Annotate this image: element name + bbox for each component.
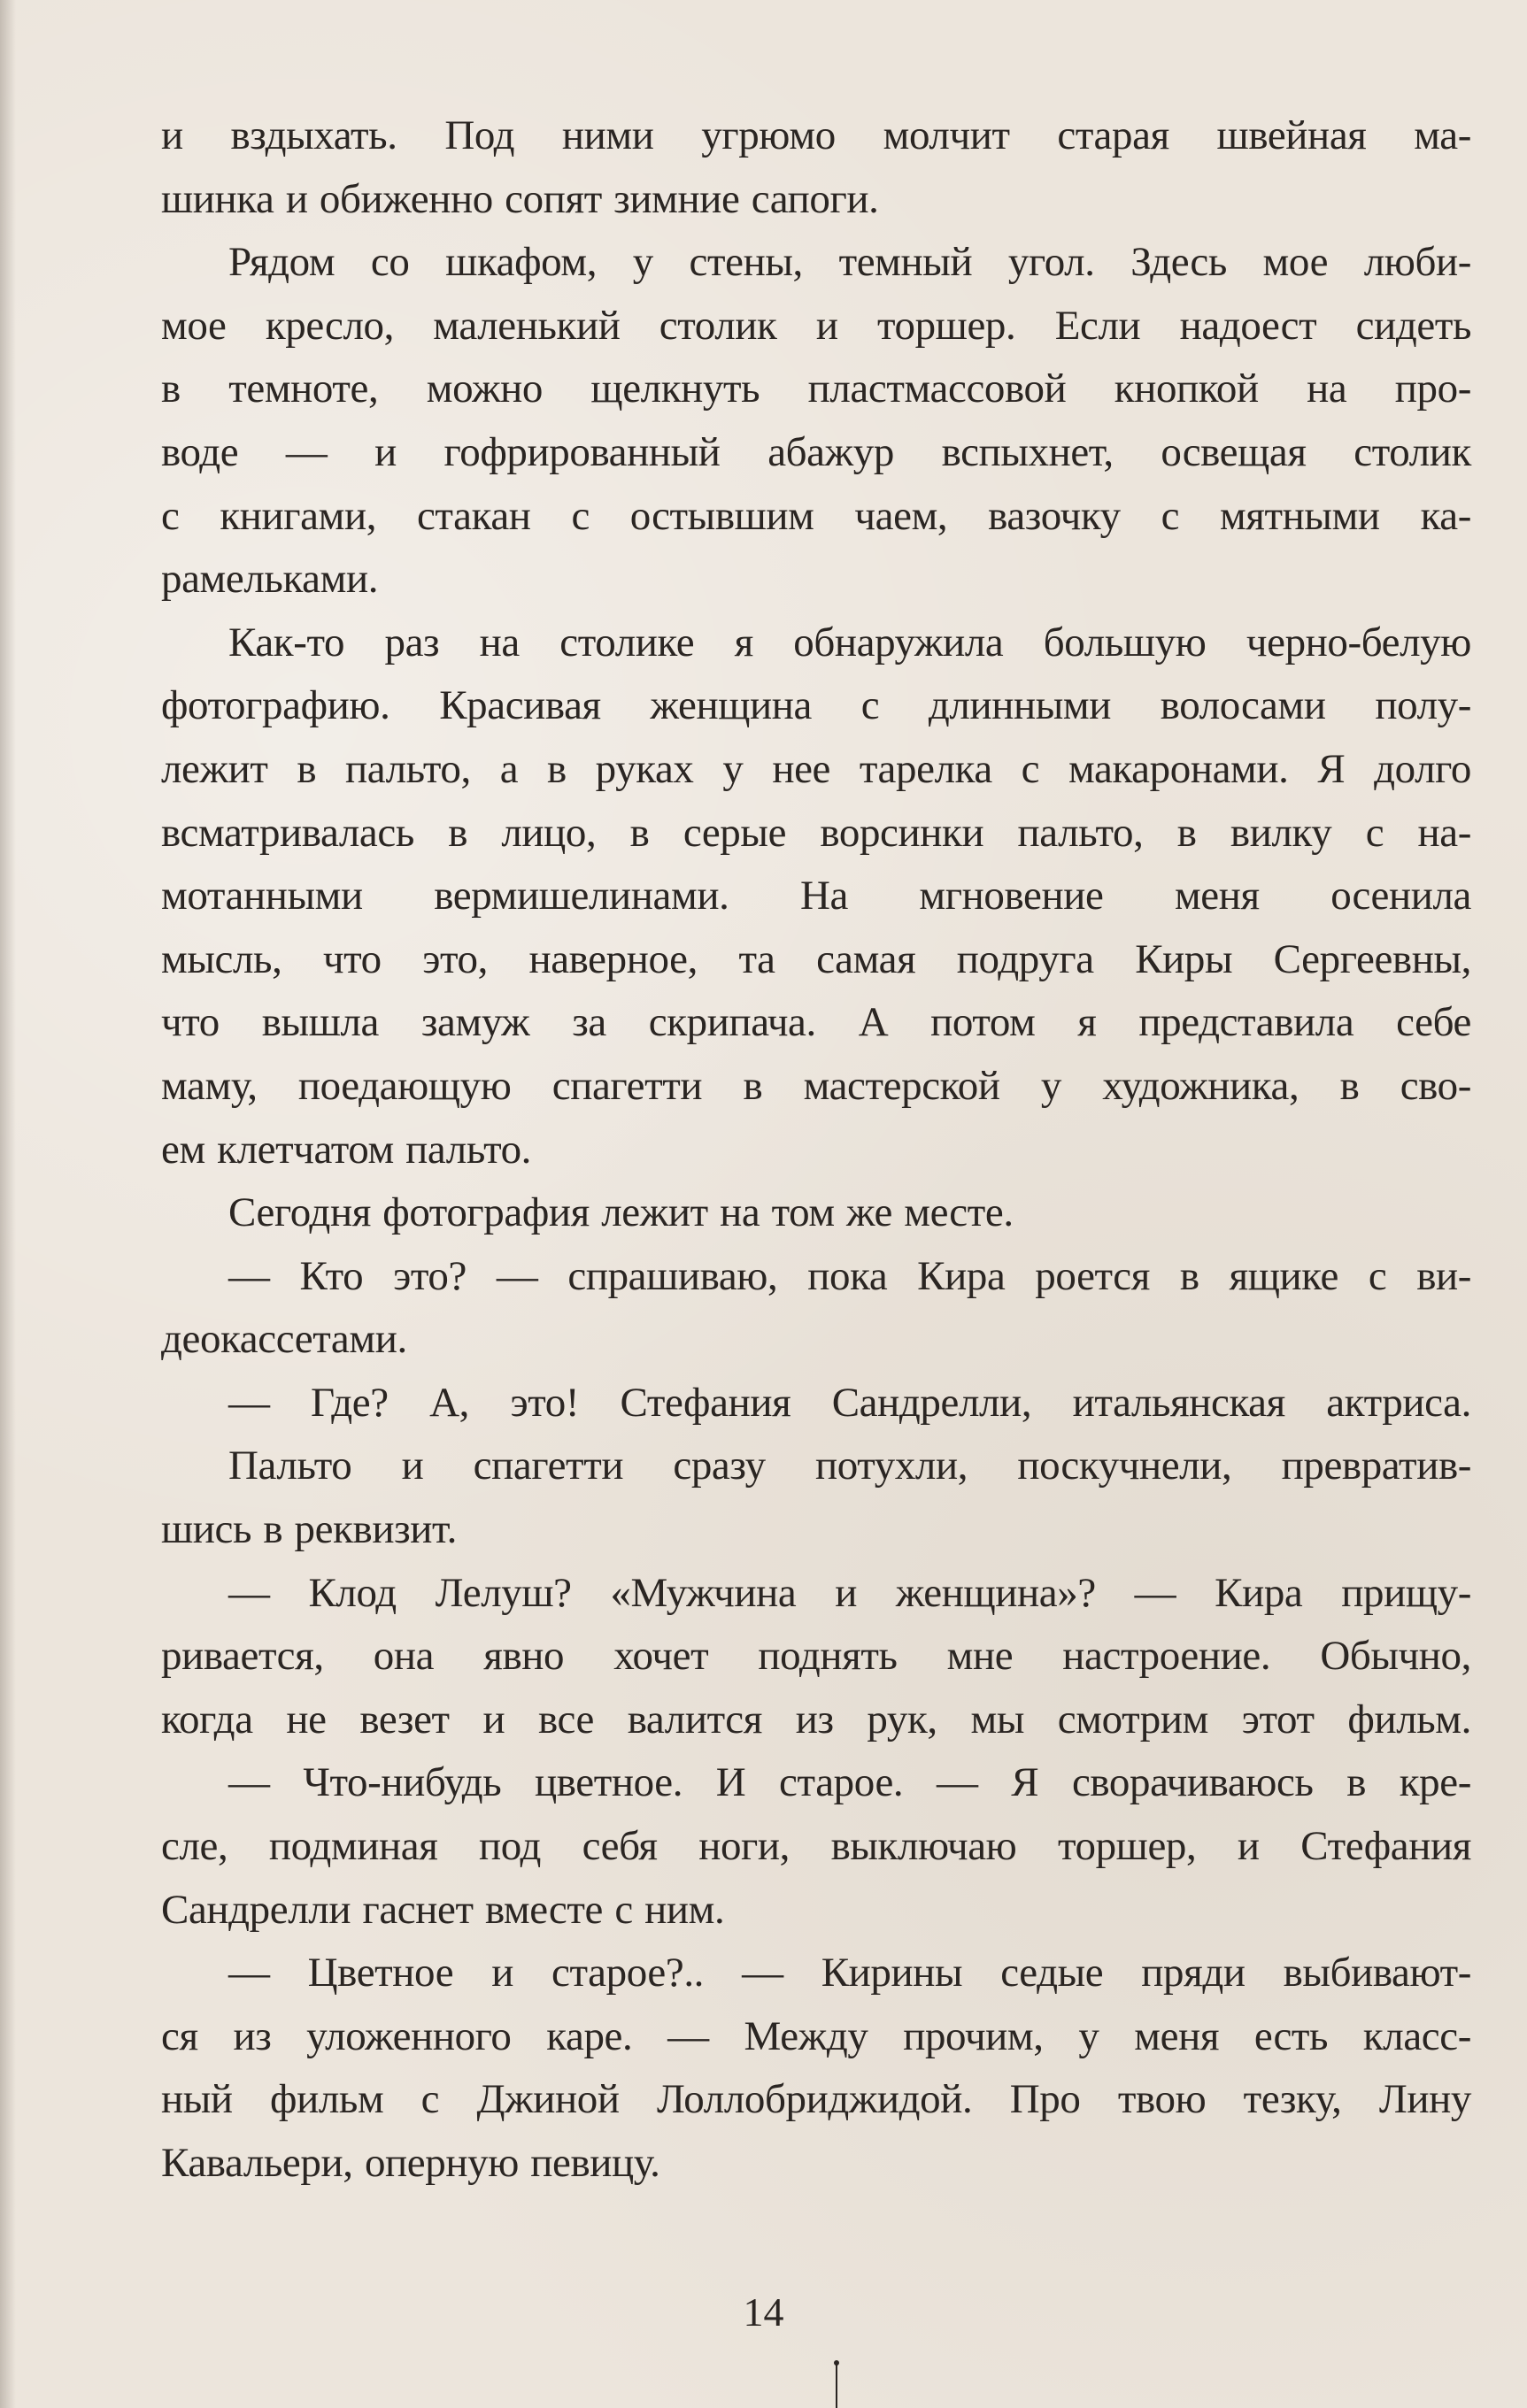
text-line: мое кресло, маленький столик и торшер. Если надоест сидеть (161, 302, 1471, 349)
text-line: шись в реквизит. (161, 1506, 457, 1553)
text-line: что вышла замуж за скрипача. А потом я представила себе (161, 999, 1471, 1046)
text-line: маму, поедающую спагетти в мастерской у художника, в сво- (161, 1062, 1471, 1109)
text-line: рамельками. (161, 556, 379, 603)
text-line: Сандрелли гаснет вместе с ним. (161, 1886, 725, 1933)
text-line: ный фильм с Джиной Лоллобриджидой. Про твою тезку, Лину (161, 2076, 1471, 2123)
text-line: ем клетчатом пальто. (161, 1126, 532, 1173)
text-line: — Клод Лелуш? «Мужчина и женщина»? — Кира прищу- (228, 1569, 1471, 1616)
text-line: мотанными вермишелинами. На мгновение меня осенила (161, 873, 1471, 919)
text-line: сле, подминая под себя ноги, выключаю торшер, и Стефания (161, 1823, 1471, 1870)
text-line: — Цветное и старое?.. — Кирины седые пряди выбивают- (228, 1950, 1471, 1996)
text-line: воде — и гофрированный абажур вспыхнет, освещая столик (161, 428, 1471, 475)
text-line: деокассетами. (161, 1316, 407, 1363)
text-line: — Кто это? — спрашиваю, пока Кира роется в ящике с ви- (228, 1252, 1471, 1299)
page-number: 14 (743, 2289, 784, 2335)
text-line: Сегодня фотография лежит на том же месте. (228, 1189, 1014, 1236)
text-line: Пальто и спагетти сразу потухли, поскучнели, превратив- (228, 1442, 1471, 1489)
text-line: ривается, она явно хочет поднять мне настроение. Обычно, (161, 1633, 1471, 1680)
page-number-tick-mark (836, 2363, 837, 2408)
text-line: лежит в пальто, а в руках у нее тарелка с макаронами. Я долго (161, 745, 1471, 792)
text-line: шинка и обиженно сопят зимние сапоги. (161, 175, 879, 222)
text-line: когда не везет и все валится из рук, мы смотрим этот фильм. (161, 1696, 1471, 1743)
text-line: — Что-нибудь цветное. И старое. — Я сворачиваюсь в кре- (228, 1759, 1471, 1806)
page-gutter-shadow (0, 0, 16, 2408)
text-line: и вздыхать. Под ними угрюмо молчит старая швейная ма- (161, 112, 1471, 158)
text-line: Рядом со шкафом, у стены, темный угол. Здесь мое люби- (228, 239, 1471, 286)
text-line: всматривалась в лицо, в серые ворсинки пальто, в вилку с на- (161, 809, 1471, 856)
text-line: Как-то раз на столике я обнаружила большую черно-белую (228, 619, 1471, 665)
text-line: мысль, что это, наверное, та самая подруга Киры Сергеевны, (161, 935, 1471, 982)
text-line: в темноте, можно щелкнуть пластмассовой кнопкой на про- (161, 365, 1471, 412)
body-text (161, 104, 1471, 2196)
text-line: фотографию. Красивая женщина с длинными волосами полу- (161, 682, 1471, 729)
text-line: с книгами, стакан с остывшим чаем, вазочку с мятными ка- (161, 492, 1471, 539)
text-line: Кавальери, оперную певицу. (161, 2140, 660, 2186)
text-line: — Где? А, это! Стефания Сандрелли, итальянская актриса. (228, 1379, 1471, 1426)
text-line: ся из уложенного каре. — Между прочим, у меня есть класс- (161, 2012, 1471, 2059)
